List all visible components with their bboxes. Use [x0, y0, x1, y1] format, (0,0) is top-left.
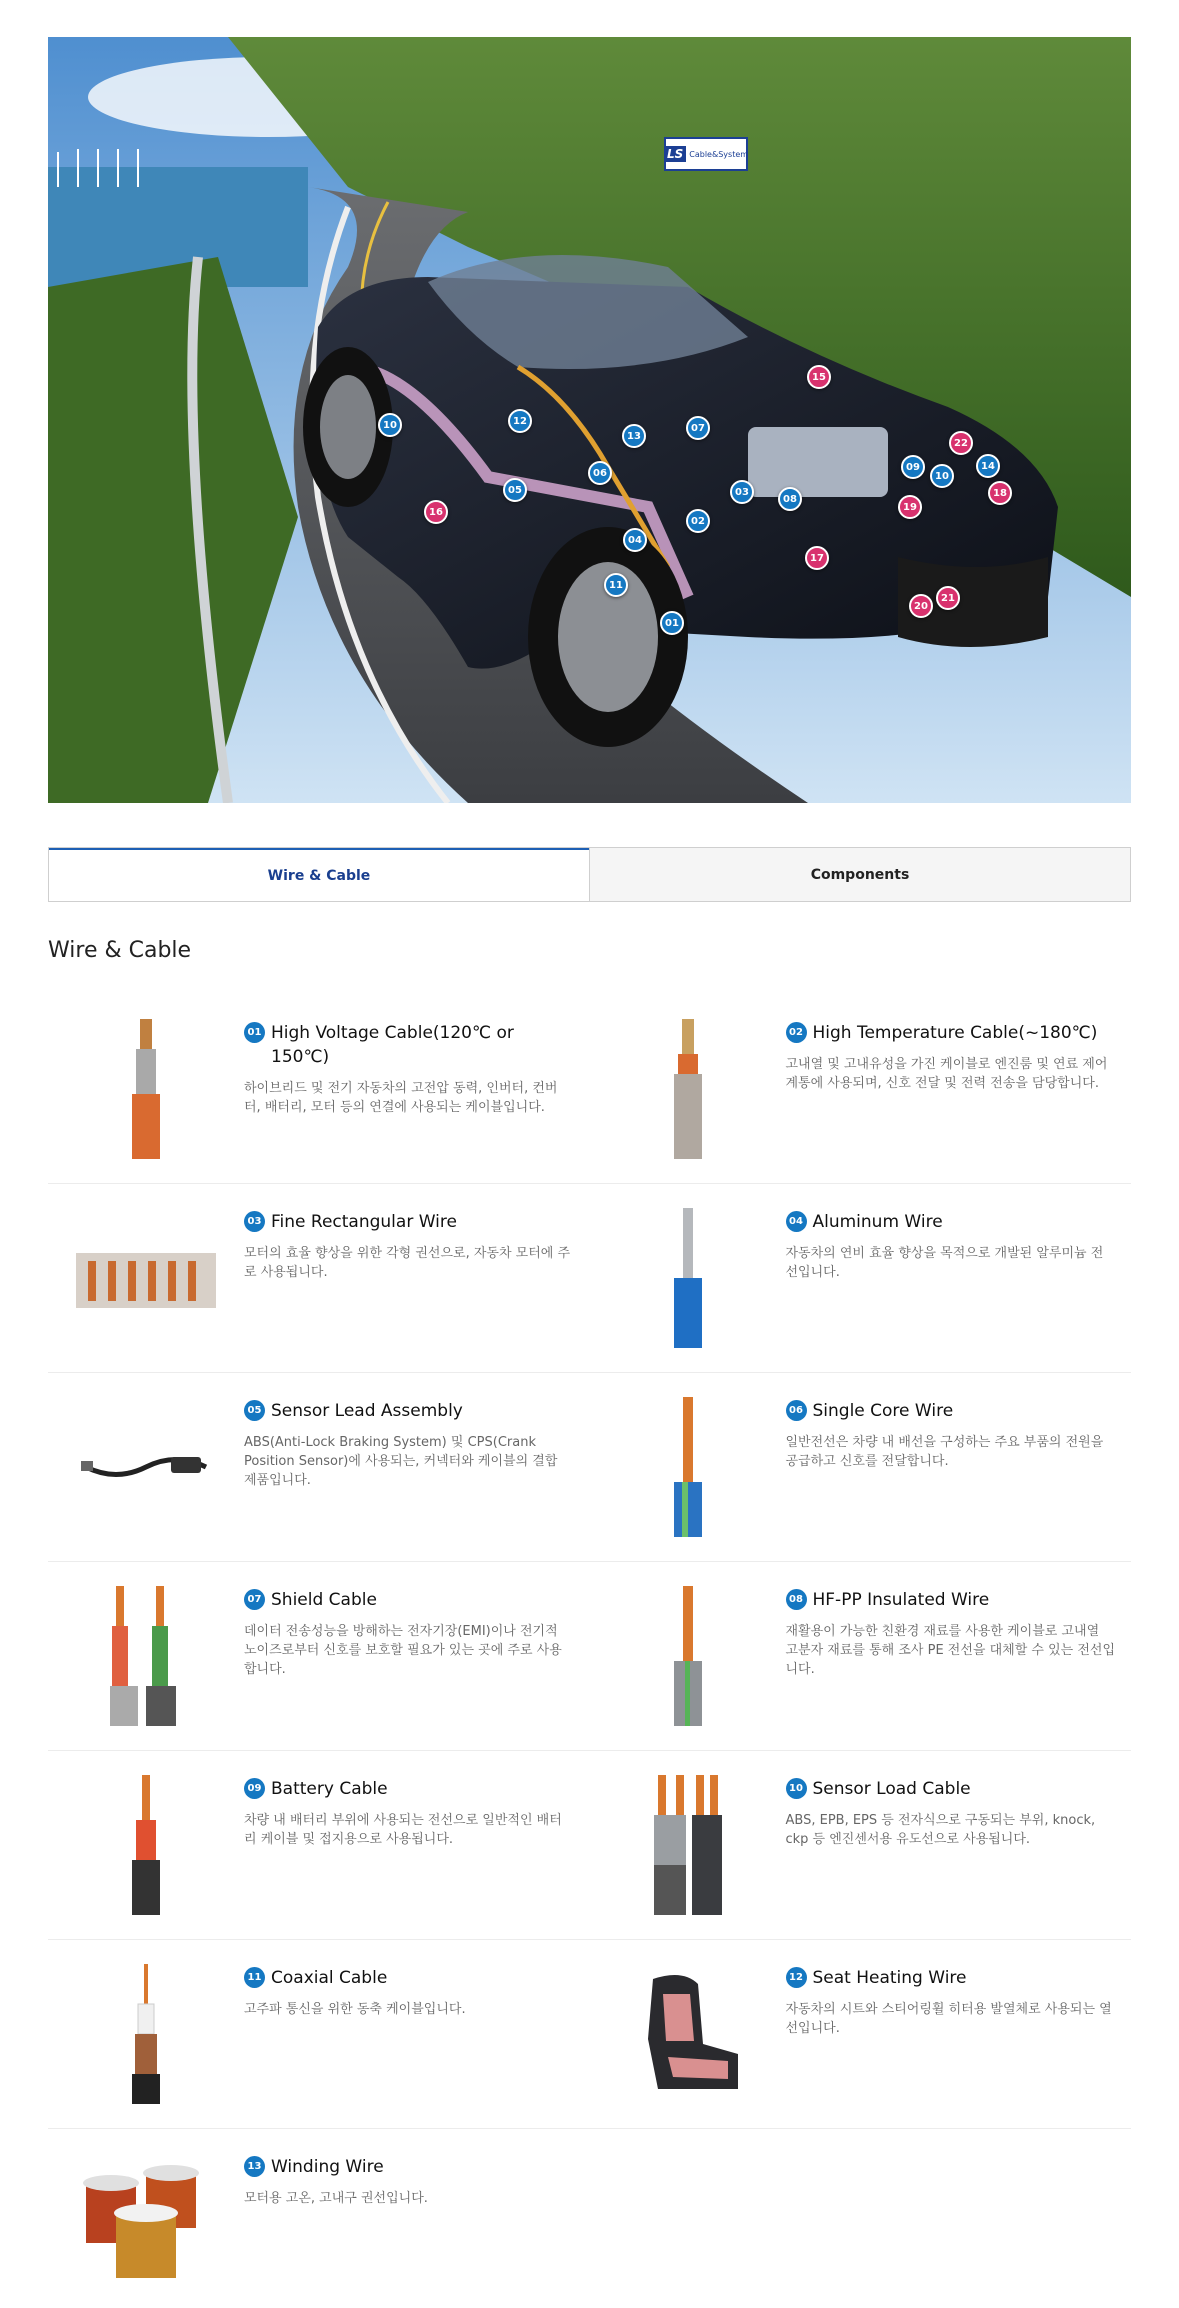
product-title: Aluminum Wire [812, 1212, 943, 1232]
single-core-wire-icon [590, 1393, 786, 1541]
product-description: 재활용이 가능한 친환경 재료를 사용한 케이블로 고내열 고분자 재료를 통해 조사 PE 전선을 대체할 수 있는 전선입니다. [785, 1624, 1116, 1677]
product-item[interactable] [48, 1373, 590, 1561]
product-description: 모터의 효율 향상을 위한 각형 권선으로, 자동차 모터에 주로 사용됩니다. [244, 1246, 571, 1280]
tab-wire-cable[interactable]: Wire & Cable [49, 848, 589, 901]
hotspot-marker[interactable]: 11 [604, 573, 628, 597]
product-item[interactable] [48, 1940, 590, 2128]
high-temperature-cable-icon [590, 1015, 786, 1163]
product-title: High Temperature Cable(~180℃) [812, 1023, 1098, 1043]
winding-wire-icon [48, 2149, 244, 2297]
product-item[interactable] [590, 1751, 1132, 1939]
product-number-badge: 11 [244, 1967, 265, 1988]
product-description: ABS, EPB, EPS 등 전자식으로 구동되는 부위, knock, ckp 등 엔진센서용 유도선으로 사용됩니다. [785, 1813, 1096, 1847]
hotspot-marker[interactable]: 14 [976, 454, 1000, 478]
product-item[interactable] [590, 1373, 1132, 1561]
product-item[interactable] [48, 1184, 590, 1372]
product-number-badge: 10 [786, 1778, 807, 1799]
product-number-badge: 07 [244, 1589, 265, 1610]
hotspot-marker[interactable]: 15 [807, 365, 831, 389]
billboard-brand: Cable&System [689, 149, 749, 159]
product-title: High Voltage Cable(120℃ or 150℃) [271, 1023, 514, 1067]
hotspot-marker[interactable]: 16 [424, 500, 448, 524]
rectangular-wire-icon [48, 1204, 244, 1352]
product-description: 일반전선은 차량 내 배선을 구성하는 주요 부품의 전원을 공급하고 신호를 전달합니다. [785, 1435, 1104, 1469]
high-voltage-cable-icon [48, 1015, 244, 1163]
hotspot-marker[interactable]: 17 [805, 546, 829, 570]
shield-cable-icon [48, 1582, 244, 1730]
product-item[interactable] [48, 2129, 590, 2308]
product-number-badge: 09 [244, 1778, 265, 1799]
product-number-badge: 03 [244, 1211, 265, 1232]
product-title: Battery Cable [271, 1779, 388, 1799]
product-title: Seat Heating Wire [812, 1968, 967, 1988]
product-number-badge: 06 [786, 1400, 807, 1421]
product-title: HF-PP Insulated Wire [812, 1590, 990, 1610]
product-description: 모터용 고온, 고내구 권선입니다. [244, 2191, 428, 2206]
product-number-badge: 01 [244, 1022, 265, 1043]
hotspot-marker[interactable]: 10 [378, 413, 402, 437]
hotspot-marker[interactable]: 06 [588, 461, 612, 485]
product-description: ABS(Anti-Lock Braking System) 및 CPS(Crank Position Sensor)에 사용되는, 커넥터와 케이블의 결합 제품입니다. [244, 1435, 558, 1488]
product-row [48, 1184, 1131, 1373]
product-description: 고내열 및 고내유성을 가진 케이블로 엔진룸 및 연료 제어 계통에 사용되며, 신호 전달 및 전력 전송을 담당합니다. [785, 1057, 1108, 1091]
product-item[interactable] [590, 1184, 1132, 1372]
aluminum-wire-icon [590, 1204, 786, 1352]
product-row [48, 2129, 1131, 2308]
product-row [48, 1373, 1131, 1562]
hotspot-marker[interactable]: 21 [936, 586, 960, 610]
product-item[interactable] [590, 1562, 1132, 1750]
product-row [48, 1940, 1131, 2129]
hotspot-marker[interactable]: 12 [508, 409, 532, 433]
product-number-badge: 08 [786, 1589, 807, 1610]
hf-pp-wire-icon [590, 1582, 786, 1730]
hotspot-marker[interactable]: 22 [949, 431, 973, 455]
product-description: 하이브리드 및 전기 자동차의 고전압 동력, 인버터, 컨버터, 배터리, 모터 등의 연결에 사용되는 케이블입니다. [244, 1081, 558, 1115]
hero-car-illustration [48, 37, 1131, 803]
product-title: Fine Rectangular Wire [271, 1212, 457, 1232]
hotspot-marker[interactable]: 10 [930, 464, 954, 488]
product-description: 자동차의 연비 효율 향상을 목적으로 개발된 알루미늄 전선입니다. [785, 1246, 1104, 1280]
hotspot-marker[interactable]: 20 [909, 594, 933, 618]
hotspot-marker[interactable]: 07 [686, 416, 710, 440]
seat-heating-wire-icon [590, 1960, 786, 2108]
hotspot-marker[interactable]: 05 [503, 478, 527, 502]
hotspot-marker[interactable]: 09 [901, 455, 925, 479]
car-scene-graphic [48, 37, 1131, 803]
battery-cable-icon [48, 1771, 244, 1919]
category-tabs [48, 847, 1131, 902]
tab-components[interactable]: Components [589, 848, 1130, 901]
product-item[interactable] [590, 995, 1132, 1183]
product-title: Coaxial Cable [271, 1968, 388, 1988]
product-title: Winding Wire [271, 2157, 384, 2177]
hotspot-marker[interactable]: 01 [660, 611, 684, 635]
product-description: 자동차의 시트와 스티어링휠 히터용 발열체로 사용되는 열선입니다. [785, 2002, 1112, 2036]
coaxial-cable-icon [48, 1960, 244, 2108]
product-number-badge: 13 [244, 2156, 265, 2177]
product-title: Single Core Wire [812, 1401, 954, 1421]
hotspot-marker[interactable]: 18 [988, 481, 1012, 505]
section-title: Wire & Cable [48, 938, 192, 963]
sensor-lead-assembly-icon [48, 1393, 244, 1541]
product-title: Sensor Lead Assembly [271, 1401, 463, 1421]
hotspot-marker[interactable]: 02 [686, 509, 710, 533]
product-item[interactable] [48, 1751, 590, 1939]
ls-billboard [664, 137, 748, 171]
product-row [48, 995, 1131, 1184]
product-grid [48, 995, 1131, 2308]
product-title: Shield Cable [271, 1590, 377, 1610]
sensor-load-cable-icon [590, 1771, 786, 1919]
product-description: 데이터 전송성능을 방해하는 전자기장(EMI)이나 전기적 노이즈로부터 신호를 보호할 필요가 있는 곳에 주로 사용합니다. [244, 1624, 562, 1677]
product-title: Sensor Load Cable [812, 1779, 971, 1799]
product-row [48, 1751, 1131, 1940]
hotspot-marker[interactable]: 13 [622, 424, 646, 448]
product-row [48, 1562, 1131, 1751]
product-number-badge: 04 [786, 1211, 807, 1232]
product-description: 고주파 통신을 위한 동축 케이블입니다. [244, 2002, 466, 2017]
product-item[interactable] [48, 1562, 590, 1750]
product-number-badge: 12 [786, 1967, 807, 1988]
hotspot-marker[interactable]: 04 [623, 528, 647, 552]
hotspot-marker[interactable]: 19 [898, 495, 922, 519]
product-description: 차량 내 배터리 부위에 사용되는 전선으로 일반적인 배터리 케이블 및 접지용으로 사용됩니다. [244, 1813, 562, 1847]
product-number-badge: 05 [244, 1400, 265, 1421]
empty-slot [590, 2129, 1132, 2308]
hotspot-marker[interactable]: 08 [778, 487, 802, 511]
hotspot-marker[interactable]: 03 [730, 480, 754, 504]
product-item[interactable] [48, 995, 590, 1183]
product-item[interactable] [590, 1940, 1132, 2128]
product-number-badge: 02 [786, 1022, 807, 1043]
billboard-logo: LS [664, 146, 686, 162]
